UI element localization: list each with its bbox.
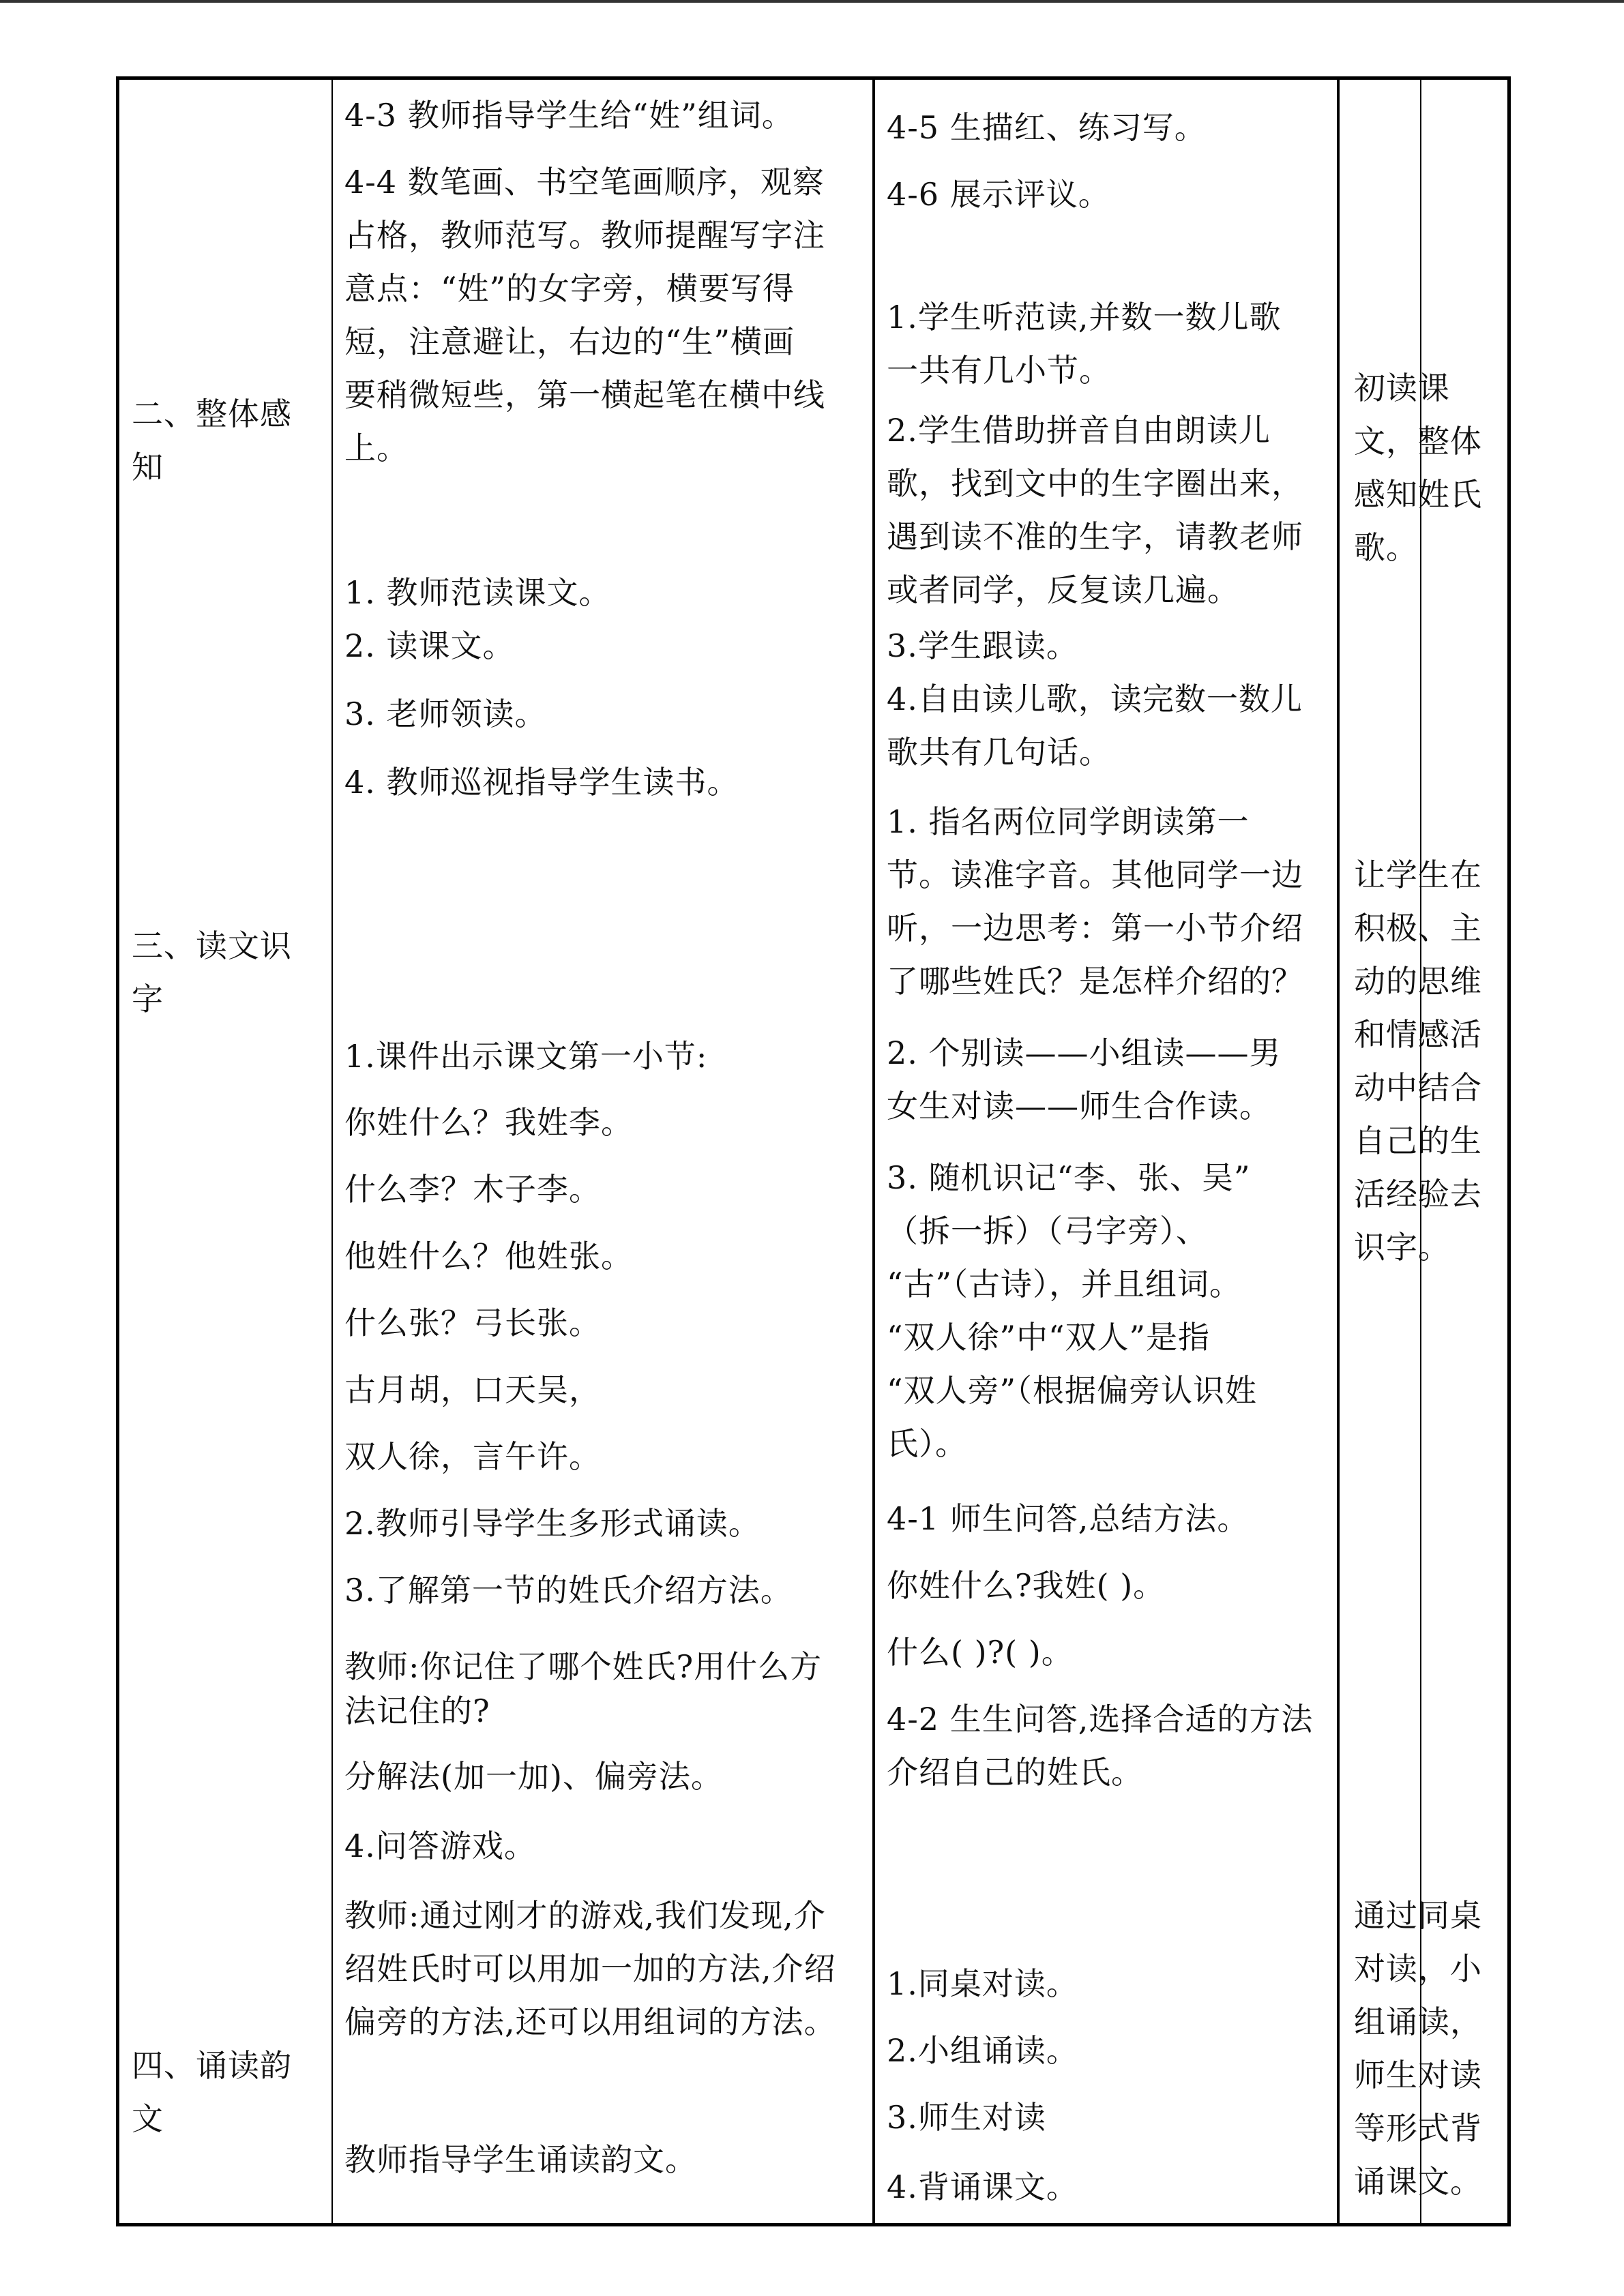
teacher-activity-line: 你姓什么？我姓李。 (344, 1104, 633, 1141)
purpose-line-recite: 通过同桌 (1354, 1897, 1482, 1934)
teacher-activity-line: 绍姓氏时可以用加一加的方法,介绍 (344, 1950, 836, 1987)
student-activity-line: 氏）。 (887, 1425, 967, 1462)
student-activity-line: 4-1 师生问答,总结方法。 (887, 1500, 1250, 1537)
section-title-recite: 文 (132, 2100, 164, 2137)
teacher-activity-line: 2. 读课文。 (344, 627, 515, 664)
teacher-activity-line: 短，注意避让，右边的“生”横画 (344, 323, 795, 360)
student-activity-line: 3.师生对读 (887, 2099, 1046, 2136)
purpose-line-reading: 动中结合 (1354, 1069, 1482, 1106)
student-activity-line: 听，一边思考：第一小节介绍 (887, 910, 1303, 946)
student-activity-line: 你姓什么?我姓( )。 (887, 1567, 1166, 1604)
page-top-rule (0, 0, 1624, 3)
teacher-activity-line: 上。 (344, 430, 409, 466)
teacher-activity-line: 他姓什么？他姓张。 (344, 1238, 633, 1274)
purpose-line-reading: 让学生在 (1354, 856, 1482, 893)
student-activity-line: 歌，找到文中的生字圈出来， (887, 465, 1303, 502)
student-activity-line: 介绍自己的姓氏。 (887, 1754, 1143, 1791)
teacher-activity-line: 4.问答游戏。 (344, 1828, 536, 1864)
teacher-activity-line: 古月胡，口天吴， (344, 1371, 601, 1408)
student-activity-line: 1. 指名两位同学朗读第一 (887, 803, 1250, 840)
teacher-activity-line: 什么李？木子李。 (344, 1171, 601, 1208)
purpose-line-reading: 活经验去 (1354, 1176, 1482, 1212)
teacher-activity-line: 什么张？弓长张。 (344, 1304, 601, 1341)
teacher-activity-line: 2.教师引导学生多形式诵读。 (344, 1505, 761, 1542)
teacher-activity-line: 4. 教师巡视指导学生读书。 (344, 764, 739, 801)
purpose-line-recite: 组诵读， (1354, 2003, 1482, 2040)
student-activity-line: 4.自由读儿歌，读完数一数儿 (887, 681, 1303, 717)
column-divider-1 (331, 80, 333, 2223)
student-activity-line: 或者同学，反复读几遍。 (887, 571, 1239, 608)
student-activity-line: 4-2 生生问答,选择合适的方法 (887, 1701, 1314, 1738)
student-activity-line: 2.学生借助拼音自由朗读儿 (887, 412, 1271, 449)
student-activity-line: 了哪些姓氏？是怎样介绍的？ (887, 963, 1303, 1000)
student-activity-line: 3.学生跟读。 (887, 627, 1078, 664)
student-activity-line: 什么( )?( )。 (887, 1634, 1074, 1671)
teacher-activity-line: 教师:通过刚才的游戏,我们发现,介 (344, 1897, 826, 1934)
purpose-line-overall: 歌。 (1354, 529, 1418, 566)
student-activity-line: 遇到读不准的生字，请教老师 (887, 518, 1303, 555)
student-activity-line: “古”（古诗），并且组词。 (887, 1266, 1242, 1302)
teacher-activity-line: 3.了解第一节的姓氏介绍方法。 (344, 1572, 793, 1609)
purpose-line-recite: 等形式背 (1354, 2110, 1482, 2147)
student-activity-line: 4.背诵课文。 (887, 2168, 1078, 2205)
purpose-line-reading: 积极、主 (1354, 910, 1482, 946)
purpose-line-overall: 初读课 (1354, 370, 1450, 406)
teacher-activity-line: 占格，教师范写。教师提醒写字注 (344, 217, 825, 254)
purpose-line-recite: 诵课文。 (1354, 2163, 1482, 2200)
student-activity-line: 2.小组诵读。 (887, 2032, 1078, 2069)
student-activity-line: 女生对读——师生合作读。 (887, 1088, 1271, 1124)
purpose-line-overall: 感知姓氏 (1354, 476, 1482, 513)
section-title-overall: 知 (132, 449, 164, 486)
student-activity-line: 歌共有几句话。 (887, 734, 1111, 771)
student-activity-line: 4-5 生描红、练习写。 (887, 109, 1207, 146)
teacher-activity-line: 教师:你记住了哪个姓氏?用什么方 (344, 1648, 823, 1685)
student-activity-line: 4-6 展示评议。 (887, 176, 1110, 213)
student-activity-line: 1.同桌对读。 (887, 1965, 1078, 2002)
purpose-line-recite: 对读，小 (1354, 1950, 1482, 1987)
student-activity-line: “双人旁”（根据偏旁认识姓 (887, 1372, 1258, 1409)
purpose-line-reading: 识字。 (1354, 1229, 1450, 1266)
section-title-overall: 二、整体感 (132, 396, 292, 432)
teacher-activity-line: 1. 教师范读课文。 (344, 574, 611, 611)
section-title-reading: 三、读文识 (132, 927, 292, 964)
student-activity-line: 一共有几小节。 (887, 352, 1111, 389)
teacher-activity-line: 双人徐，言午许。 (344, 1438, 601, 1475)
section-title-reading: 字 (132, 981, 164, 1017)
student-activity-line: （拆一拆）（弓字旁）、 (887, 1212, 1208, 1249)
student-activity-line: 节。读准字音。其他同学一边 (887, 856, 1303, 893)
purpose-line-recite: 师生对读 (1354, 2057, 1482, 2093)
teacher-activity-line: 1.课件出示课文第一小节: (344, 1038, 708, 1075)
teacher-activity-line: 偏旁的方法,还可以用组词的方法。 (344, 2003, 836, 2040)
student-activity-line: 2. 个别读——小组读——男 (887, 1034, 1282, 1071)
teacher-activity-line: 意点：“姓”的女字旁，横要写得 (344, 270, 795, 307)
section-title-recite: 四、诵读韵 (132, 2047, 292, 2084)
column-divider-2 (872, 80, 875, 2223)
purpose-line-reading: 自己的生 (1354, 1122, 1482, 1159)
student-activity-line: “双人徐”中“双人”是指 (887, 1319, 1211, 1356)
student-activity-line: 3. 随机识记“李、张、吴” (887, 1159, 1251, 1196)
teacher-activity-line: 3. 老师领读。 (344, 696, 547, 732)
column-divider-3 (1337, 80, 1340, 2223)
teacher-activity-line: 教师指导学生诵读韵文。 (344, 2141, 697, 2178)
teacher-activity-line: 4-3 教师指导学生给“姓”组词。 (344, 97, 794, 134)
teacher-activity-line: 要稍微短些，第一横起笔在横中线 (344, 376, 825, 413)
purpose-line-reading: 动的思维 (1354, 963, 1482, 1000)
student-activity-line: 1.学生听范读,并数一数儿歌 (887, 299, 1282, 336)
purpose-line-reading: 和情感活 (1354, 1016, 1482, 1053)
purpose-line-overall: 文，整体 (1354, 423, 1482, 460)
teacher-activity-line: 法记住的? (344, 1693, 490, 1729)
teacher-activity-line: 分解法(加一加)、偏旁法。 (344, 1758, 723, 1795)
teacher-activity-line: 4-4 数笔画、书空笔画顺序，观察 (344, 164, 825, 200)
